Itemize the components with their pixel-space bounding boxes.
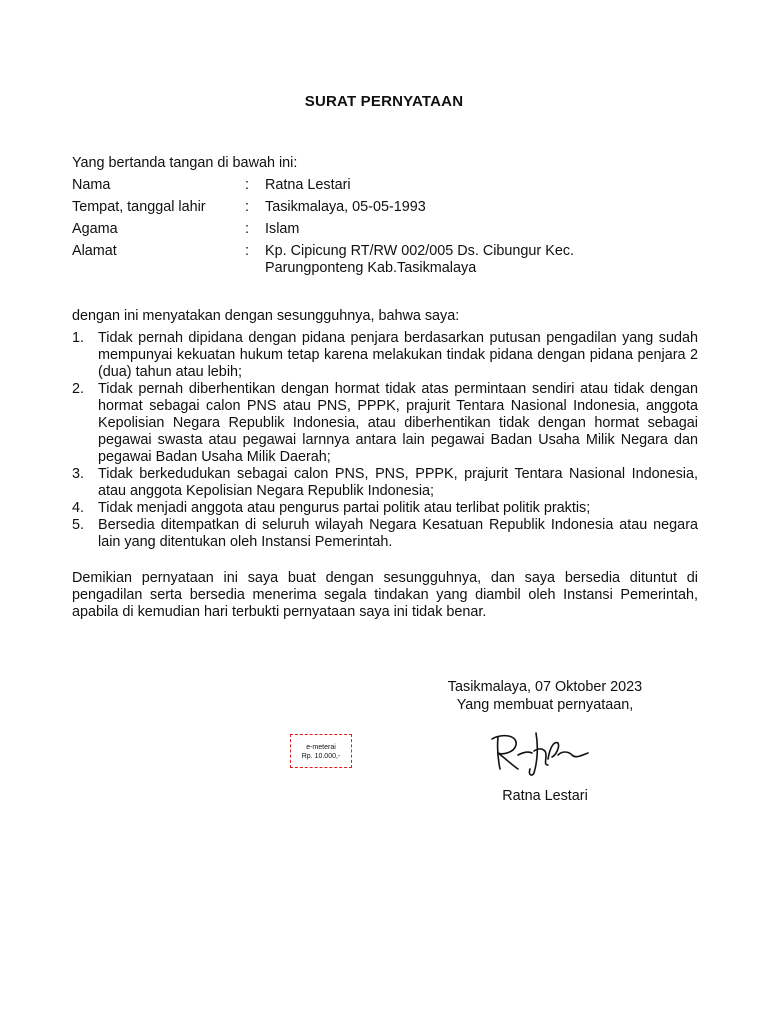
- field-row-address: [72, 243, 702, 277]
- statement-intro: dengan ini menyatakan dengan sesungguhnya, bahwa saya:: [72, 308, 460, 324]
- field-value-address: [265, 243, 702, 277]
- list-number: 5.: [72, 517, 85, 533]
- document-title: SURAT PERNYATAAN: [304, 93, 464, 110]
- list-item: [72, 330, 698, 381]
- signer-role: Yang membuat pernyataan,: [456, 697, 634, 713]
- field-row-religion: [72, 221, 702, 238]
- statement-list: [72, 330, 698, 551]
- field-label: Agama: [72, 221, 118, 237]
- closing-paragraph: Demikian pernyataan ini saya buat dengan sesungguhnya, dan saya bersedia dituntut di pengadilan serta bersedia menerima segala tindakan yang diambil oleh Instansi Pemerintah, apabila di kemudian hari terbukti pernyataan saya ini tidak benar.: [72, 570, 698, 620]
- list-text: Tidak pernah diberhentikan dengan hormat tidak atas permintaan sendiri atau tidak dengan hormat sebagai calon PNS atau PNS, PPPK, prajurit Tentara Nasional Indonesia, anggota Kepolisian Negara Republik Indonesia, atau diberhentikan tidak dengan hormat sebagai pegawai swasta atau pegawai larnnya antara lain pegawai Badan Usaha Milik Negara dan pegawai Badan Usaha Milik Daerah;: [98, 381, 698, 465]
- field-value: Ratna Lestari: [265, 177, 351, 193]
- list-number: 4.: [72, 500, 85, 516]
- place-date: Tasikmalaya, 07 Oktober 2023: [447, 679, 643, 695]
- meterai-line-1: e-meterai: [306, 744, 336, 751]
- field-row-birth: [72, 199, 702, 216]
- e-meterai-stamp: [290, 734, 352, 768]
- address-line-1: Kp. Cipicung RT/RW 002/005 Ds. Cibungur Kec.: [265, 243, 575, 259]
- field-row-name: [72, 177, 702, 194]
- signer-name: Ratna Lestari: [502, 788, 588, 804]
- field-colon: :: [245, 221, 249, 237]
- field-value: Islam: [265, 221, 300, 237]
- field-label: Alamat: [72, 243, 117, 259]
- address-line-2: Parungponteng Kab.Tasikmalaya: [265, 260, 477, 276]
- meterai-line-2: Rp. 10.000,-: [301, 753, 341, 760]
- list-text: Tidak berkedudukan sebagai calon PNS, PNS, PPPK, prajurit Tentara Nasional Indonesia, atau anggota Kepolisian Negara Republik Indonesia;: [98, 466, 698, 499]
- list-text: Bersedia ditempatkan di seluruh wilayah Negara Kesatuan Republik Indonesia atau negara lain yang ditentukan oleh Instansi Pemerintah.: [98, 517, 698, 550]
- field-colon: :: [245, 177, 249, 193]
- list-item: [72, 466, 698, 500]
- list-number: 3.: [72, 466, 85, 482]
- list-item: [72, 381, 698, 466]
- list-number: 1.: [72, 330, 85, 346]
- identity-fields: [72, 177, 702, 282]
- list-text: Tidak menjadi anggota atau pengurus partai politik atau terlibat politik praktis;: [98, 500, 591, 516]
- list-text: Tidak pernah dipidana dengan pidana penjara berdasarkan putusan pengadilan yang sudah mempunyai kekuatan hukum tetap karena melakukan tindak pidana dengan pidana penjara 2 (dua) tahun atau lebih;: [98, 330, 698, 380]
- list-item: [72, 500, 698, 517]
- signature-block: [430, 679, 660, 714]
- field-label: Tempat, tanggal lahir: [72, 199, 206, 215]
- intro-text: Yang bertanda tangan di bawah ini:: [72, 155, 298, 171]
- field-value: Tasikmalaya, 05-05-1993: [265, 199, 426, 215]
- field-colon: :: [245, 199, 249, 215]
- field-colon: :: [245, 243, 249, 259]
- list-number: 2.: [72, 381, 85, 397]
- handwritten-signature: [488, 725, 598, 780]
- list-item: [72, 517, 698, 551]
- field-label: Nama: [72, 177, 111, 193]
